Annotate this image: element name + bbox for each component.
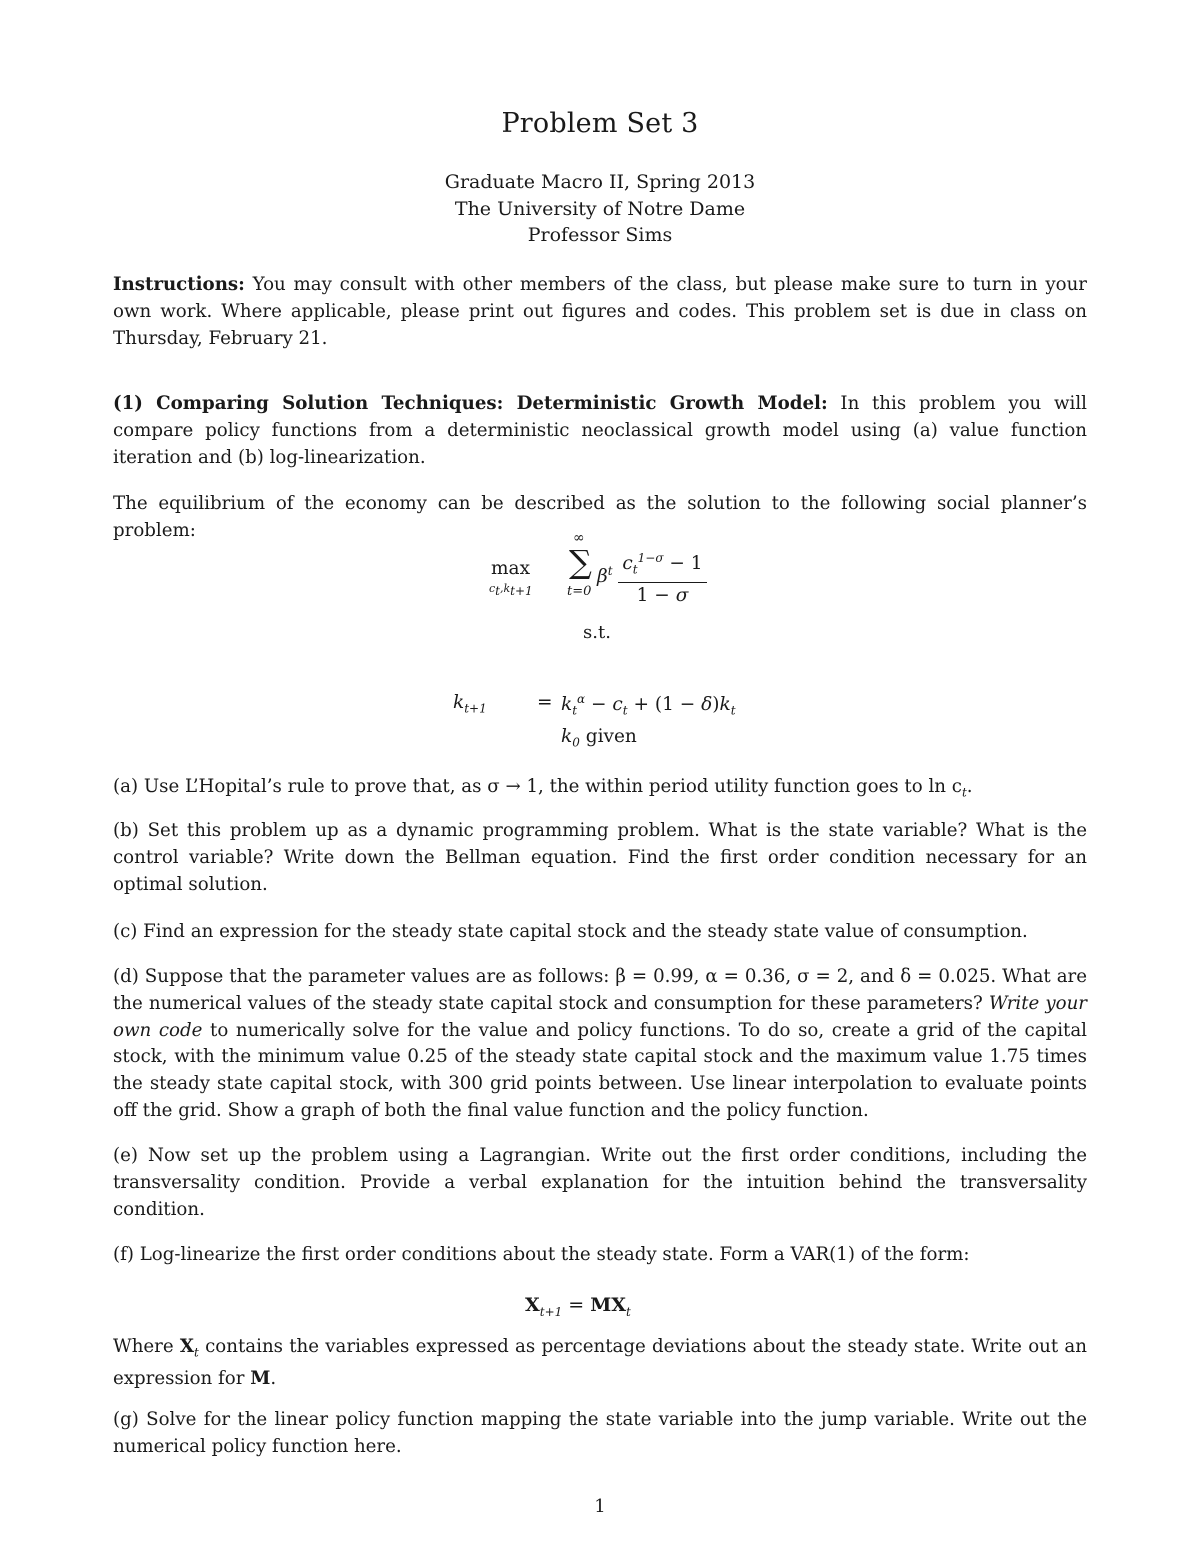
sum-symbol: ∑	[569, 543, 592, 581]
part-a: (a) Use L’Hopital’s rule to prove that, as σ → 1, the within period utility function goes to $\ln c_t$.	[113, 776, 973, 800]
constraint-rhs: $k_t^\alpha - c_t + (1 - \delta)k_t$	[561, 692, 736, 718]
capital-accumulation-equation: $k_{t+1}$	[453, 692, 487, 716]
subject-to-label: s.t.	[583, 622, 611, 643]
given-label: given	[585, 726, 637, 747]
part-f: (f) Log-linearize the first order conditions about the steady state. Form a VAR(1) of the form:	[113, 1244, 970, 1265]
part-f-where: Where $X_t$ contains the variables expressed as percentage deviations about the steady state. Write out an expression for M.	[113, 1336, 1087, 1390]
problem1-intro-text: In this problem you will compare policy functions from a deterministic neoclassical growth model using (a) value function iteration and (b) log-linearization.	[113, 393, 1087, 468]
instructions-paragraph	[113, 272, 1087, 352]
max-subscript: $c_t,k_{t+1}$	[489, 582, 533, 599]
part-e: (e) Now set up the problem using a Lagrangian. Write out the first order conditions, including the transversality condition. Provide a verbal explanation for the intuition behind the transversality condition.	[113, 1145, 1087, 1220]
part-d-italic: Write your own code	[113, 992, 1087, 1041]
part-f-where-1: Where	[113, 1336, 174, 1357]
course-line: Graduate Macro II, Spring 2013	[444, 171, 756, 193]
problem1-label: (1) Comparing Solution Techniques: Deterministic Growth Model:	[113, 393, 828, 414]
problem1-intro	[113, 391, 1087, 471]
equals-sign: =	[537, 692, 553, 713]
var-equation: $X_{t+1} = MX_t$	[525, 1294, 631, 1319]
objective-equation	[491, 532, 731, 612]
part-d-text-1: (d) Suppose that the parameter values are as follows: β = 0.99, α = 0.36, σ = 2, and δ = 0.025. What are the numerical values of the steady state capital stock and consumption for these parameters?	[113, 966, 1087, 1014]
professor-line: Professor Sims	[527, 224, 673, 246]
initial-capital: $k_0$ given	[561, 726, 637, 750]
part-b: (b) Set this problem up as a dynamic programming problem. What is the state variable? What is the control variable? Write down the Bellman equation. Find the first order condition necessary for an optimal solution.	[113, 820, 1087, 895]
sum-lower-limit: t=0	[567, 584, 592, 599]
sum-upper-limit: ∞	[573, 530, 585, 546]
objective-term: $\beta^t$ $\frac{c_t^{1-\sigma} - 1}{1 - \sigma}$	[597, 546, 707, 609]
equilibrium-text: The equilibrium of the economy can be described as the solution to the following social planner’s problem:	[113, 493, 1087, 541]
part-f-where-2: contains the variables expressed as percentage deviations about the steady state. Write out an expression for	[113, 1336, 1087, 1390]
page-title: Problem Set 3	[501, 108, 699, 139]
part-d-text-2: to numerically solve for the value and policy functions. To do so, create a grid of the capital stock, with the minimum value 0.25 of the steady state capital stock and the maximum value 1.75 times the steady state capital stock, with 300 grid points between. Use linear interpolation to evaluate points off the grid. Show a graph of both the final value function and the policy function.	[113, 1019, 1087, 1121]
university-line: The University of Notre Dame	[454, 198, 746, 220]
instructions-label: Instructions:	[113, 274, 245, 295]
part-d	[113, 964, 1087, 1125]
instructions-text: You may consult with other members of the class, but please make sure to turn in your own work. Where applicable, please print out figures and codes. This problem set is due in class on Thursday, February 21.	[113, 274, 1087, 349]
max-operator: max	[491, 558, 531, 579]
part-c: (c) Find an expression for the steady state capital stock and the steady state value of consumption.	[113, 921, 1028, 942]
page-number: 1	[594, 1496, 606, 1517]
part-g: (g) Solve for the linear policy function mapping the state variable into the jump variable. Write out the numerical policy function here.	[113, 1409, 1087, 1457]
part-a-text: (a) Use L’Hopital’s rule to prove that, as σ → 1, the within period utility function goes to ln c	[113, 776, 962, 797]
